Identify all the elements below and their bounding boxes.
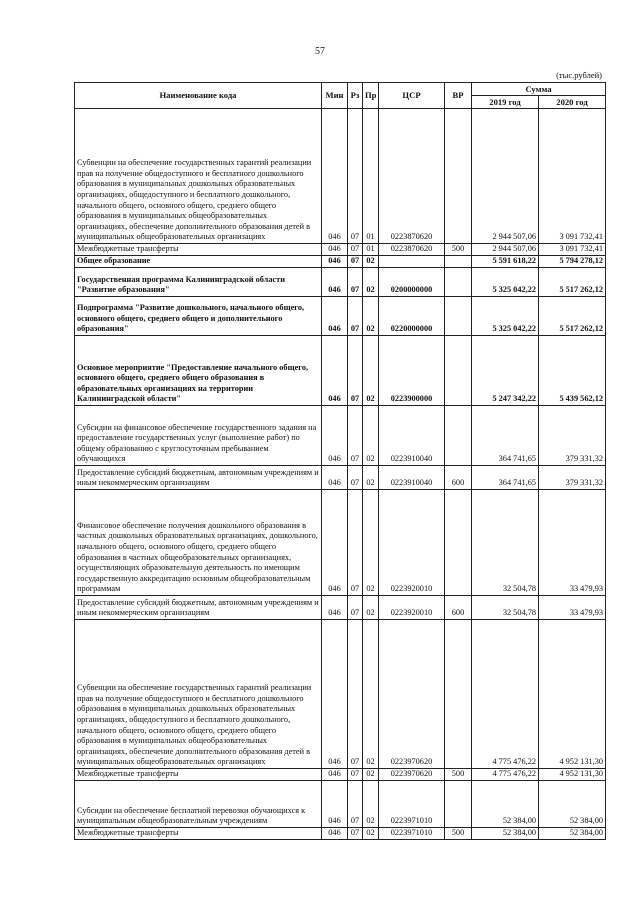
row-csr: 0223910040 — [379, 406, 445, 466]
row-2020: 4 952 131,30 — [539, 769, 606, 781]
row-min: 046 — [322, 769, 348, 781]
table-row — [75, 490, 606, 596]
row-rz: 07 — [348, 268, 363, 297]
header-sum: Сумма — [472, 83, 606, 96]
header-min: Мин — [322, 83, 348, 109]
row-2019: 5 591 618,22 — [472, 256, 539, 268]
row-pr: 02 — [363, 781, 379, 828]
row-name: Предоставление субсидий бюджетным, автономным учреждениям и иным некоммерческим организациям — [75, 596, 322, 620]
row-2019: 4 775 476,22 — [472, 769, 539, 781]
row-vr — [445, 297, 472, 336]
row-csr: 0223870620 — [379, 109, 445, 244]
page-number: 57 — [315, 46, 325, 57]
row-name: Государственная программа Калининградской области "Развитие образования" — [75, 268, 322, 297]
header-2019: 2019 год — [472, 96, 539, 109]
row-2019: 5 325 042,22 — [472, 268, 539, 297]
row-2019: 364 741,65 — [472, 466, 539, 490]
row-min: 046 — [322, 268, 348, 297]
row-2020: 379 331,32 — [539, 406, 606, 466]
row-min: 046 — [322, 256, 348, 268]
row-min: 046 — [322, 490, 348, 596]
table-row — [75, 268, 606, 297]
row-vr: 500 — [445, 769, 472, 781]
row-name: Подпрограмма "Развитие дошкольного, начального общего, основного общего, среднего общего и дополнительного образования" — [75, 297, 322, 336]
row-rz: 07 — [348, 406, 363, 466]
row-name: Финансовое обеспечение получения дошкольного образования в частных дошкольных образовательных организациях, дошкольного, начального общего, основного общего, среднего общего образования в частных общеобразовательных организациях, осуществляющих образовательную деятельность по имеющим государственную аккредитацию основным общеобразовательным программам — [75, 490, 322, 596]
row-rz: 07 — [348, 336, 363, 406]
row-2020: 33 479,93 — [539, 596, 606, 620]
row-2019: 52 384,00 — [472, 828, 539, 840]
units-label: (тыс.рублей) — [556, 70, 602, 80]
row-min: 046 — [322, 620, 348, 769]
row-2019: 2 944 507,06 — [472, 244, 539, 256]
row-min: 046 — [322, 297, 348, 336]
row-rz: 07 — [348, 466, 363, 490]
row-2020: 33 479,93 — [539, 490, 606, 596]
row-pr: 02 — [363, 490, 379, 596]
row-2019: 5 247 342,22 — [472, 336, 539, 406]
row-2019: 5 325 042,22 — [472, 297, 539, 336]
table-body — [75, 109, 606, 840]
row-2019: 4 775 476,22 — [472, 620, 539, 769]
table-row — [75, 620, 606, 769]
row-csr: 0223870620 — [379, 244, 445, 256]
row-2020: 379 331,32 — [539, 466, 606, 490]
row-name: Субсидии на финансовое обеспечение государственного задания на предоставление государственных услуг (выполнение работ) по общему образованию с круглосуточным пребыванием обучающихся — [75, 406, 322, 466]
row-pr: 01 — [363, 244, 379, 256]
table-row — [75, 406, 606, 466]
row-vr — [445, 336, 472, 406]
row-vr: 500 — [445, 828, 472, 840]
row-csr: 0220000000 — [379, 297, 445, 336]
row-rz: 07 — [348, 244, 363, 256]
row-pr: 02 — [363, 297, 379, 336]
row-csr: 0223920010 — [379, 596, 445, 620]
row-2020: 3 091 732,41 — [539, 244, 606, 256]
row-vr: 500 — [445, 244, 472, 256]
table-row — [75, 244, 606, 256]
header-vr: ВР — [445, 83, 472, 109]
row-csr: 0223970620 — [379, 769, 445, 781]
table-row — [75, 109, 606, 244]
row-2019: 2 944 507,06 — [472, 109, 539, 244]
row-csr: 0223920010 — [379, 490, 445, 596]
row-rz: 07 — [348, 256, 363, 268]
row-pr: 01 — [363, 109, 379, 244]
row-min: 046 — [322, 406, 348, 466]
row-2019: 32 504,78 — [472, 490, 539, 596]
table-row — [75, 828, 606, 840]
row-vr — [445, 781, 472, 828]
row-name: Предоставление субсидий бюджетным, автономным учреждениям и иным некоммерческим организациям — [75, 466, 322, 490]
row-rz: 07 — [348, 828, 363, 840]
row-2020: 3 091 732,41 — [539, 109, 606, 244]
row-min: 046 — [322, 336, 348, 406]
row-min: 046 — [322, 781, 348, 828]
header-rz: Рз — [348, 83, 363, 109]
row-vr: 600 — [445, 596, 472, 620]
row-vr — [445, 620, 472, 769]
row-rz: 07 — [348, 781, 363, 828]
row-name: Субвенции на обеспечение государственных гарантий реализации прав на получение общедоступного и бесплатного дошкольного образования в муниципальных дошкольных образовательных организациях, общедоступного и бесплатного дошкольного, начального общего, основного общего, среднего общего образования в муниципальных общеобразовательных организациях, обеспечение дополнительного образования детей в муниципальных общеобразовательных организациях — [75, 109, 322, 244]
row-rz: 07 — [348, 109, 363, 244]
header-pr: Пр — [363, 83, 379, 109]
row-2020: 5 439 562,12 — [539, 336, 606, 406]
row-2020: 5 794 278,12 — [539, 256, 606, 268]
row-pr: 02 — [363, 620, 379, 769]
row-min: 046 — [322, 109, 348, 244]
row-2019: 32 504,78 — [472, 596, 539, 620]
row-vr: 600 — [445, 466, 472, 490]
row-pr: 02 — [363, 256, 379, 268]
row-pr: 02 — [363, 466, 379, 490]
row-name: Межбюджетные трансферты — [75, 244, 322, 256]
row-pr: 02 — [363, 596, 379, 620]
row-rz: 07 — [348, 596, 363, 620]
row-csr: 0223900000 — [379, 336, 445, 406]
row-pr: 02 — [363, 769, 379, 781]
row-pr: 02 — [363, 406, 379, 466]
table-row — [75, 297, 606, 336]
row-vr — [445, 256, 472, 268]
table-row — [75, 336, 606, 406]
row-pr: 02 — [363, 268, 379, 297]
row-vr — [445, 109, 472, 244]
header-name: Наименование кода — [75, 83, 322, 109]
table-row — [75, 256, 606, 268]
row-rz: 07 — [348, 490, 363, 596]
table-row — [75, 596, 606, 620]
row-name: Субвенции на обеспечение государственных гарантий реализации прав на получение общедоступного и бесплатного дошкольного образования в муниципальных дошкольных образовательных организациях, общедоступного и бесплатного дошкольного, начального общего, основного общего, среднего общего образования в муниципальных общеобразовательных организациях, обеспечение дополнительного образования детей в муниципальных общеобразовательных организациях — [75, 620, 322, 769]
row-rz: 07 — [348, 769, 363, 781]
row-min: 046 — [322, 244, 348, 256]
row-name: Межбюджетные трансферты — [75, 769, 322, 781]
row-pr: 02 — [363, 336, 379, 406]
header-2020: 2020 год — [539, 96, 606, 109]
row-min: 046 — [322, 828, 348, 840]
budget-table — [74, 82, 606, 840]
row-rz: 07 — [348, 620, 363, 769]
row-2020: 5 517 262,12 — [539, 297, 606, 336]
row-vr — [445, 268, 472, 297]
row-name: Субсидии на обеспечение бесплатной перевозки обучающихся к муниципальным общеобразовательным учреждениям — [75, 781, 322, 828]
table-row — [75, 781, 606, 828]
header-csr: ЦСР — [379, 83, 445, 109]
row-2020: 52 384,00 — [539, 781, 606, 828]
row-min: 046 — [322, 466, 348, 490]
row-vr — [445, 406, 472, 466]
row-vr — [445, 490, 472, 596]
row-2019: 52 384,00 — [472, 781, 539, 828]
row-name: Межбюджетные трансферты — [75, 828, 322, 840]
row-2020: 5 517 262,12 — [539, 268, 606, 297]
row-rz: 07 — [348, 297, 363, 336]
row-pr: 02 — [363, 828, 379, 840]
row-min: 046 — [322, 596, 348, 620]
row-2020: 52 384,00 — [539, 828, 606, 840]
row-name: Основное мероприятие "Предоставление начального общего, основного общего, среднего общего образования в образовательных организациях на территории Калининградской области" — [75, 336, 322, 406]
table-row — [75, 769, 606, 781]
table-row — [75, 466, 606, 490]
row-csr: 0223971010 — [379, 828, 445, 840]
row-name: Общее образование — [75, 256, 322, 268]
row-csr: 0223910040 — [379, 466, 445, 490]
row-2019: 364 741,65 — [472, 406, 539, 466]
row-csr — [379, 256, 445, 268]
row-csr: 0223971010 — [379, 781, 445, 828]
row-2020: 4 952 131,30 — [539, 620, 606, 769]
row-csr: 0200000000 — [379, 268, 445, 297]
row-csr: 0223970620 — [379, 620, 445, 769]
